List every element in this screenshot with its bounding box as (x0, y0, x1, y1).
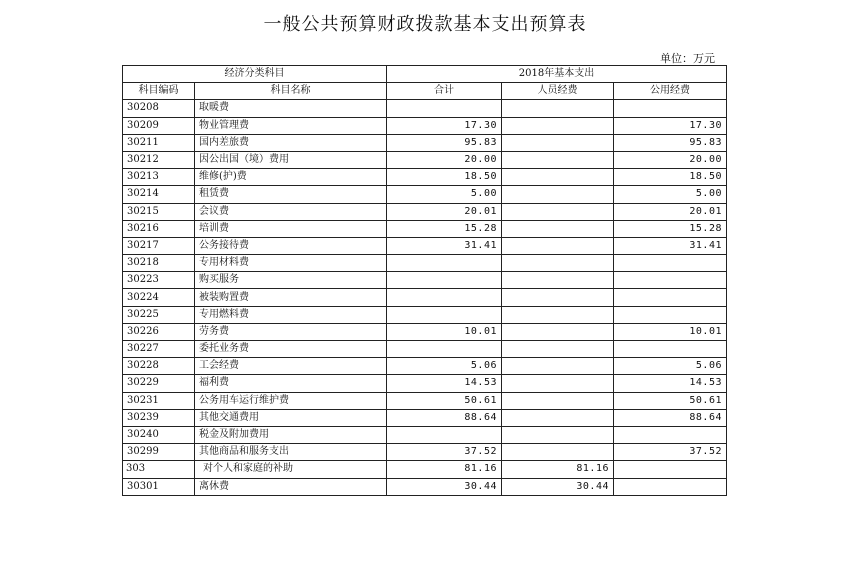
public-funds-cell: 14.53 (614, 375, 727, 392)
total-cell: 31.41 (387, 237, 502, 254)
subject-name-cell: 租赁费 (195, 186, 387, 203)
table-row (123, 255, 727, 272)
total-cell: 95.83 (387, 134, 502, 151)
public-funds-cell (614, 341, 727, 358)
subject-name-cell: 物业管理费 (195, 117, 387, 134)
table-row (123, 444, 727, 461)
total-cell: 14.53 (387, 375, 502, 392)
personnel-funds-cell (502, 426, 614, 443)
total-cell (387, 255, 502, 272)
personnel-funds-cell (502, 306, 614, 323)
public-funds-cell (614, 306, 727, 323)
table-row (123, 134, 727, 151)
public-funds-cell: 5.00 (614, 186, 727, 203)
personnel-funds-cell (502, 341, 614, 358)
subject-name-cell: 劳务费 (195, 323, 387, 340)
header-basic-expenditure: 2018年基本支出 (387, 66, 727, 83)
subject-code-cell: 30208 (123, 100, 195, 117)
table-row (123, 426, 727, 443)
table-row (123, 323, 727, 340)
table-row (123, 169, 727, 186)
public-funds-cell: 17.30 (614, 117, 727, 134)
public-funds-cell (614, 289, 727, 306)
personnel-funds-cell (502, 186, 614, 203)
public-funds-cell: 88.64 (614, 409, 727, 426)
subject-code-cell: 30227 (123, 341, 195, 358)
subject-code-cell: 30301 (123, 478, 195, 495)
subject-code-cell: 30223 (123, 272, 195, 289)
total-cell: 20.01 (387, 203, 502, 220)
subject-code-cell: 30212 (123, 151, 195, 168)
table-row (123, 409, 727, 426)
table-row (123, 306, 727, 323)
personnel-funds-cell (502, 134, 614, 151)
total-cell: 18.50 (387, 169, 502, 186)
subject-name-cell: 公务接待费 (195, 237, 387, 254)
personnel-funds-cell (502, 444, 614, 461)
public-funds-cell: 20.01 (614, 203, 727, 220)
personnel-funds-cell: 81.16 (502, 461, 614, 478)
subject-code-cell: 30216 (123, 220, 195, 237)
total-cell (387, 341, 502, 358)
budget-table (122, 65, 727, 496)
total-cell: 81.16 (387, 461, 502, 478)
subject-code-cell: 30228 (123, 358, 195, 375)
subject-name-cell: 会议费 (195, 203, 387, 220)
personnel-funds-cell (502, 151, 614, 168)
personnel-funds-cell (502, 237, 614, 254)
subject-code-cell: 303 (123, 461, 195, 478)
subject-code-cell: 30231 (123, 392, 195, 409)
table-row (123, 237, 727, 254)
total-cell: 20.00 (387, 151, 502, 168)
personnel-funds-cell (502, 358, 614, 375)
subject-name-cell: 因公出国（境）费用 (195, 151, 387, 168)
unit-label: 单位：万元 (660, 52, 715, 65)
personnel-funds-cell (502, 117, 614, 134)
table-row (123, 117, 727, 134)
subject-name-cell: 国内差旅费 (195, 134, 387, 151)
subject-name-cell: 被装购置费 (195, 289, 387, 306)
subject-name-cell: 福利费 (195, 375, 387, 392)
subject-name-cell: 工会经费 (195, 358, 387, 375)
personnel-funds-cell (502, 272, 614, 289)
personnel-funds-cell (502, 375, 614, 392)
personnel-funds-cell (502, 409, 614, 426)
table-row (123, 478, 727, 495)
total-cell (387, 289, 502, 306)
table-row (123, 358, 727, 375)
public-funds-cell: 20.00 (614, 151, 727, 168)
total-cell: 30.44 (387, 478, 502, 495)
table-row (123, 203, 727, 220)
total-cell (387, 100, 502, 117)
subject-name-cell: 专用材料费 (195, 255, 387, 272)
total-cell: 17.30 (387, 117, 502, 134)
public-funds-cell (614, 255, 727, 272)
subject-code-cell: 30209 (123, 117, 195, 134)
personnel-funds-cell (502, 255, 614, 272)
subject-name-cell: 委托业务费 (195, 341, 387, 358)
table-row (123, 186, 727, 203)
subject-code-cell: 30224 (123, 289, 195, 306)
table-row (123, 272, 727, 289)
subject-name-cell: 取暖费 (195, 100, 387, 117)
public-funds-cell (614, 461, 727, 478)
total-cell: 10.01 (387, 323, 502, 340)
total-cell (387, 306, 502, 323)
subject-name-cell: 离休费 (195, 478, 387, 495)
personnel-funds-cell (502, 169, 614, 186)
public-funds-cell: 15.28 (614, 220, 727, 237)
personnel-funds-cell (502, 323, 614, 340)
total-cell: 50.61 (387, 392, 502, 409)
total-cell: 5.00 (387, 186, 502, 203)
header-personnel-funds: 人员经费 (502, 83, 614, 100)
subject-name-cell: 税金及附加费用 (195, 426, 387, 443)
subject-name-cell: 专用燃料费 (195, 306, 387, 323)
table-row (123, 375, 727, 392)
public-funds-cell (614, 272, 727, 289)
public-funds-cell: 50.61 (614, 392, 727, 409)
subject-code-cell: 30218 (123, 255, 195, 272)
public-funds-cell (614, 100, 727, 117)
personnel-funds-cell (502, 100, 614, 117)
table-row (123, 289, 727, 306)
public-funds-cell: 31.41 (614, 237, 727, 254)
subject-code-cell: 30299 (123, 444, 195, 461)
public-funds-cell (614, 478, 727, 495)
page-title: 一般公共预算财政拨款基本支出预算表 (263, 14, 587, 35)
public-funds-cell (614, 426, 727, 443)
total-cell: 88.64 (387, 409, 502, 426)
public-funds-cell: 5.06 (614, 358, 727, 375)
total-cell: 37.52 (387, 444, 502, 461)
subject-code-cell: 30217 (123, 237, 195, 254)
header-economic-classification: 经济分类科目 (123, 66, 387, 83)
subject-code-cell: 30211 (123, 134, 195, 151)
personnel-funds-cell (502, 203, 614, 220)
table-row (123, 151, 727, 168)
table-row (123, 461, 727, 478)
subject-code-cell: 30240 (123, 426, 195, 443)
subject-name-cell: 对个人和家庭的补助 (195, 461, 387, 478)
header-total: 合计 (387, 83, 502, 100)
total-cell: 15.28 (387, 220, 502, 237)
subject-code-cell: 30213 (123, 169, 195, 186)
subject-code-cell: 30239 (123, 409, 195, 426)
subject-code-cell: 30226 (123, 323, 195, 340)
public-funds-cell: 18.50 (614, 169, 727, 186)
total-cell (387, 272, 502, 289)
subject-name-cell: 公务用车运行维护费 (195, 392, 387, 409)
header-public-funds: 公用经费 (614, 83, 727, 100)
personnel-funds-cell (502, 220, 614, 237)
table-row (123, 341, 727, 358)
header-subject-name: 科目名称 (195, 83, 387, 100)
total-cell (387, 426, 502, 443)
public-funds-cell: 95.83 (614, 134, 727, 151)
subject-code-cell: 30214 (123, 186, 195, 203)
subject-code-cell: 30229 (123, 375, 195, 392)
personnel-funds-cell (502, 392, 614, 409)
subject-name-cell: 维修(护)费 (195, 169, 387, 186)
personnel-funds-cell: 30.44 (502, 478, 614, 495)
public-funds-cell: 10.01 (614, 323, 727, 340)
subject-name-cell: 购买服务 (195, 272, 387, 289)
subject-code-cell: 30225 (123, 306, 195, 323)
total-cell: 5.06 (387, 358, 502, 375)
subject-code-cell: 30215 (123, 203, 195, 220)
subject-name-cell: 其他商品和服务支出 (195, 444, 387, 461)
table-row (123, 392, 727, 409)
subject-name-cell: 其他交通费用 (195, 409, 387, 426)
subject-name-cell: 培训费 (195, 220, 387, 237)
table-header-group-row (123, 66, 727, 83)
public-funds-cell: 37.52 (614, 444, 727, 461)
table-header-row (123, 83, 727, 100)
personnel-funds-cell (502, 289, 614, 306)
table-body (123, 100, 727, 495)
header-subject-code: 科目编码 (123, 83, 195, 100)
table-row (123, 100, 727, 117)
table-row (123, 220, 727, 237)
